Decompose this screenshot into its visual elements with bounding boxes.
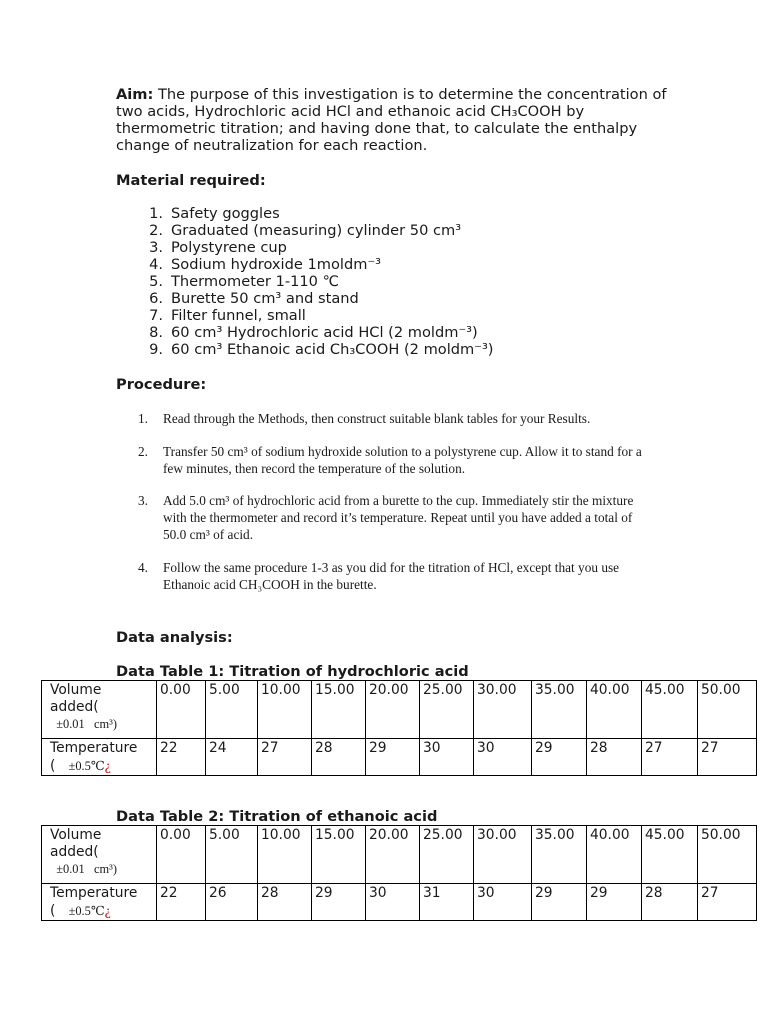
volume-cell: 40.00 bbox=[587, 826, 642, 884]
temperature-cell: 28 bbox=[642, 884, 698, 921]
volume-header-cell bbox=[42, 681, 157, 739]
procedure-step bbox=[138, 493, 658, 543]
list-item bbox=[137, 290, 494, 307]
volume-cell: 5.00 bbox=[206, 681, 258, 739]
step-number: 4. bbox=[138, 559, 148, 575]
step-number: 3. bbox=[138, 493, 148, 509]
temperature-cell: 27 bbox=[698, 884, 757, 921]
volume-cell: 45.00 bbox=[642, 826, 698, 884]
list-number: 9. bbox=[149, 341, 163, 358]
temperature-cell: 27 bbox=[698, 739, 757, 776]
procedure-step bbox=[138, 411, 658, 428]
list-text: 60 cm³ Ethanoic acid Ch₃COOH (2 moldm⁻³) bbox=[171, 341, 494, 358]
temperature-cell: 30 bbox=[474, 739, 532, 776]
list-item bbox=[137, 307, 494, 324]
step-number: 2. bbox=[138, 443, 148, 459]
temperature-cell: 28 bbox=[587, 739, 642, 776]
temperature-cell: 22 bbox=[157, 739, 206, 776]
temperature-cell: 28 bbox=[312, 739, 366, 776]
error-char: ¿ bbox=[104, 758, 111, 773]
temperature-cell: 27 bbox=[642, 739, 698, 776]
volume-label: Volume added( bbox=[50, 827, 102, 860]
volume-cell: 5.00 bbox=[206, 826, 258, 884]
list-item bbox=[137, 341, 494, 358]
volume-cell: 15.00 bbox=[312, 826, 366, 884]
list-item bbox=[137, 205, 494, 222]
step-text: Transfer 50 cm³ of sodium hydroxide solution to a polystyrene cup. Allow it to stand for a few minutes, then record the temperature of the solution. bbox=[163, 443, 642, 476]
procedure-step bbox=[138, 444, 658, 478]
temperature-label: Temperature bbox=[50, 740, 138, 756]
volume-unit: ±0.01 cm³) bbox=[56, 862, 117, 876]
list-text: Burette 50 cm³ and stand bbox=[171, 290, 359, 307]
volume-cell: 20.00 bbox=[366, 826, 420, 884]
table-row bbox=[42, 739, 757, 776]
list-number: 6. bbox=[149, 290, 163, 307]
list-item bbox=[137, 324, 494, 341]
volume-cell: 30.00 bbox=[474, 681, 532, 739]
list-item bbox=[137, 239, 494, 256]
table-row bbox=[42, 884, 757, 921]
temperature-cell: 26 bbox=[206, 884, 258, 921]
table-row bbox=[42, 681, 757, 739]
list-number: 8. bbox=[149, 324, 163, 341]
list-number: 5. bbox=[149, 273, 163, 290]
table-caption: Data Table 2: Titration of ethanoic acid bbox=[116, 808, 438, 825]
list-text: Polystyrene cup bbox=[171, 239, 287, 256]
list-number: 1. bbox=[149, 205, 163, 222]
temperature-header-cell: Temperature ( ±0.5℃¿ bbox=[42, 884, 157, 921]
list-item bbox=[137, 273, 494, 290]
step-number: 1. bbox=[138, 411, 148, 426]
temperature-header-cell: Temperature ( ±0.5℃¿ bbox=[42, 739, 157, 776]
temperature-cell: 29 bbox=[587, 884, 642, 921]
step-text: Add 5.0 cm³ of hydrochloric acid from a burette to the cup. Immediately stir the mixture with the thermometer and record it’s temperature. Repeat until you have added a total of 50.0 cm³ of acid. bbox=[163, 493, 634, 542]
data-analysis-heading: Data analysis: bbox=[116, 629, 233, 646]
procedure-step bbox=[138, 560, 658, 594]
volume-cell: 45.00 bbox=[642, 681, 698, 739]
list-number: 3. bbox=[149, 239, 163, 256]
temperature-cell: 29 bbox=[312, 884, 366, 921]
volume-cell: 35.00 bbox=[532, 826, 587, 884]
list-text: 60 cm³ Hydrochloric acid HCl (2 moldm⁻³) bbox=[171, 324, 478, 341]
volume-cell: 25.00 bbox=[420, 826, 474, 884]
volume-label: Volume added( bbox=[50, 682, 102, 715]
volume-cell: 10.00 bbox=[258, 826, 312, 884]
volume-cell: 0.00 bbox=[157, 681, 206, 739]
volume-cell: 0.00 bbox=[157, 826, 206, 884]
volume-cell: 15.00 bbox=[312, 681, 366, 739]
list-text: Filter funnel, small bbox=[171, 307, 306, 324]
temperature-cell: 22 bbox=[157, 884, 206, 921]
procedure-heading: Procedure: bbox=[116, 376, 207, 393]
temperature-cell: 30 bbox=[366, 884, 420, 921]
temperature-cell: 29 bbox=[366, 739, 420, 776]
step-text: Read through the Methods, then construct suitable blank tables for your Results. bbox=[163, 411, 591, 426]
aim-paragraph bbox=[116, 86, 676, 154]
procedure-list bbox=[138, 411, 658, 609]
volume-header-cell bbox=[42, 826, 157, 884]
temperature-cell: 31 bbox=[420, 884, 474, 921]
data-table-1 bbox=[41, 680, 757, 776]
temperature-cell: 27 bbox=[258, 739, 312, 776]
temperature-cell: 24 bbox=[206, 739, 258, 776]
list-text: Sodium hydroxide 1moldm⁻³ bbox=[171, 256, 382, 273]
temperature-cell: 30 bbox=[474, 884, 532, 921]
list-number: 2. bbox=[149, 222, 163, 239]
temperature-cell: 30 bbox=[420, 739, 474, 776]
table-row bbox=[42, 826, 757, 884]
volume-cell: 40.00 bbox=[587, 681, 642, 739]
volume-cell: 25.00 bbox=[420, 681, 474, 739]
temperature-label: Temperature bbox=[50, 885, 138, 901]
aim-text: The purpose of this investigation is to determine the concentration of two acids, Hydrochloric acid HCl and ethanoic acid CH₃COOH by thermometric titration; and having done that, to calculate the enthalpy change of neutralization for each reaction. bbox=[116, 86, 667, 154]
volume-cell: 50.00 bbox=[698, 826, 757, 884]
temperature-cell: 29 bbox=[532, 884, 587, 921]
list-item bbox=[137, 256, 494, 273]
list-item bbox=[137, 222, 494, 239]
volume-cell: 50.00 bbox=[698, 681, 757, 739]
volume-cell: 10.00 bbox=[258, 681, 312, 739]
data-table-2 bbox=[41, 825, 757, 921]
list-number: 7. bbox=[149, 307, 163, 324]
temperature-cell: 29 bbox=[532, 739, 587, 776]
volume-cell: 35.00 bbox=[532, 681, 587, 739]
list-text: Thermometer 1-110 ℃ bbox=[171, 273, 339, 290]
volume-unit: ±0.01 cm³) bbox=[56, 717, 117, 731]
step-text: Follow the same procedure 1-3 as you did for the titration of HCl, except that you use Ethanoic acid CH₃COOH in the burette. bbox=[163, 559, 620, 592]
volume-cell: 20.00 bbox=[366, 681, 420, 739]
volume-cell: 30.00 bbox=[474, 826, 532, 884]
list-text: Graduated (measuring) cylinder 50 cm³ bbox=[171, 222, 462, 239]
aim-label: Aim: bbox=[116, 86, 154, 103]
materials-list bbox=[137, 205, 494, 358]
table-caption: Data Table 1: Titration of hydrochloric acid bbox=[116, 663, 469, 680]
error-char: ¿ bbox=[104, 903, 111, 918]
temperature-cell: 28 bbox=[258, 884, 312, 921]
list-number: 4. bbox=[149, 256, 163, 273]
list-text: Safety goggles bbox=[171, 205, 280, 222]
materials-heading: Material required: bbox=[116, 172, 266, 189]
